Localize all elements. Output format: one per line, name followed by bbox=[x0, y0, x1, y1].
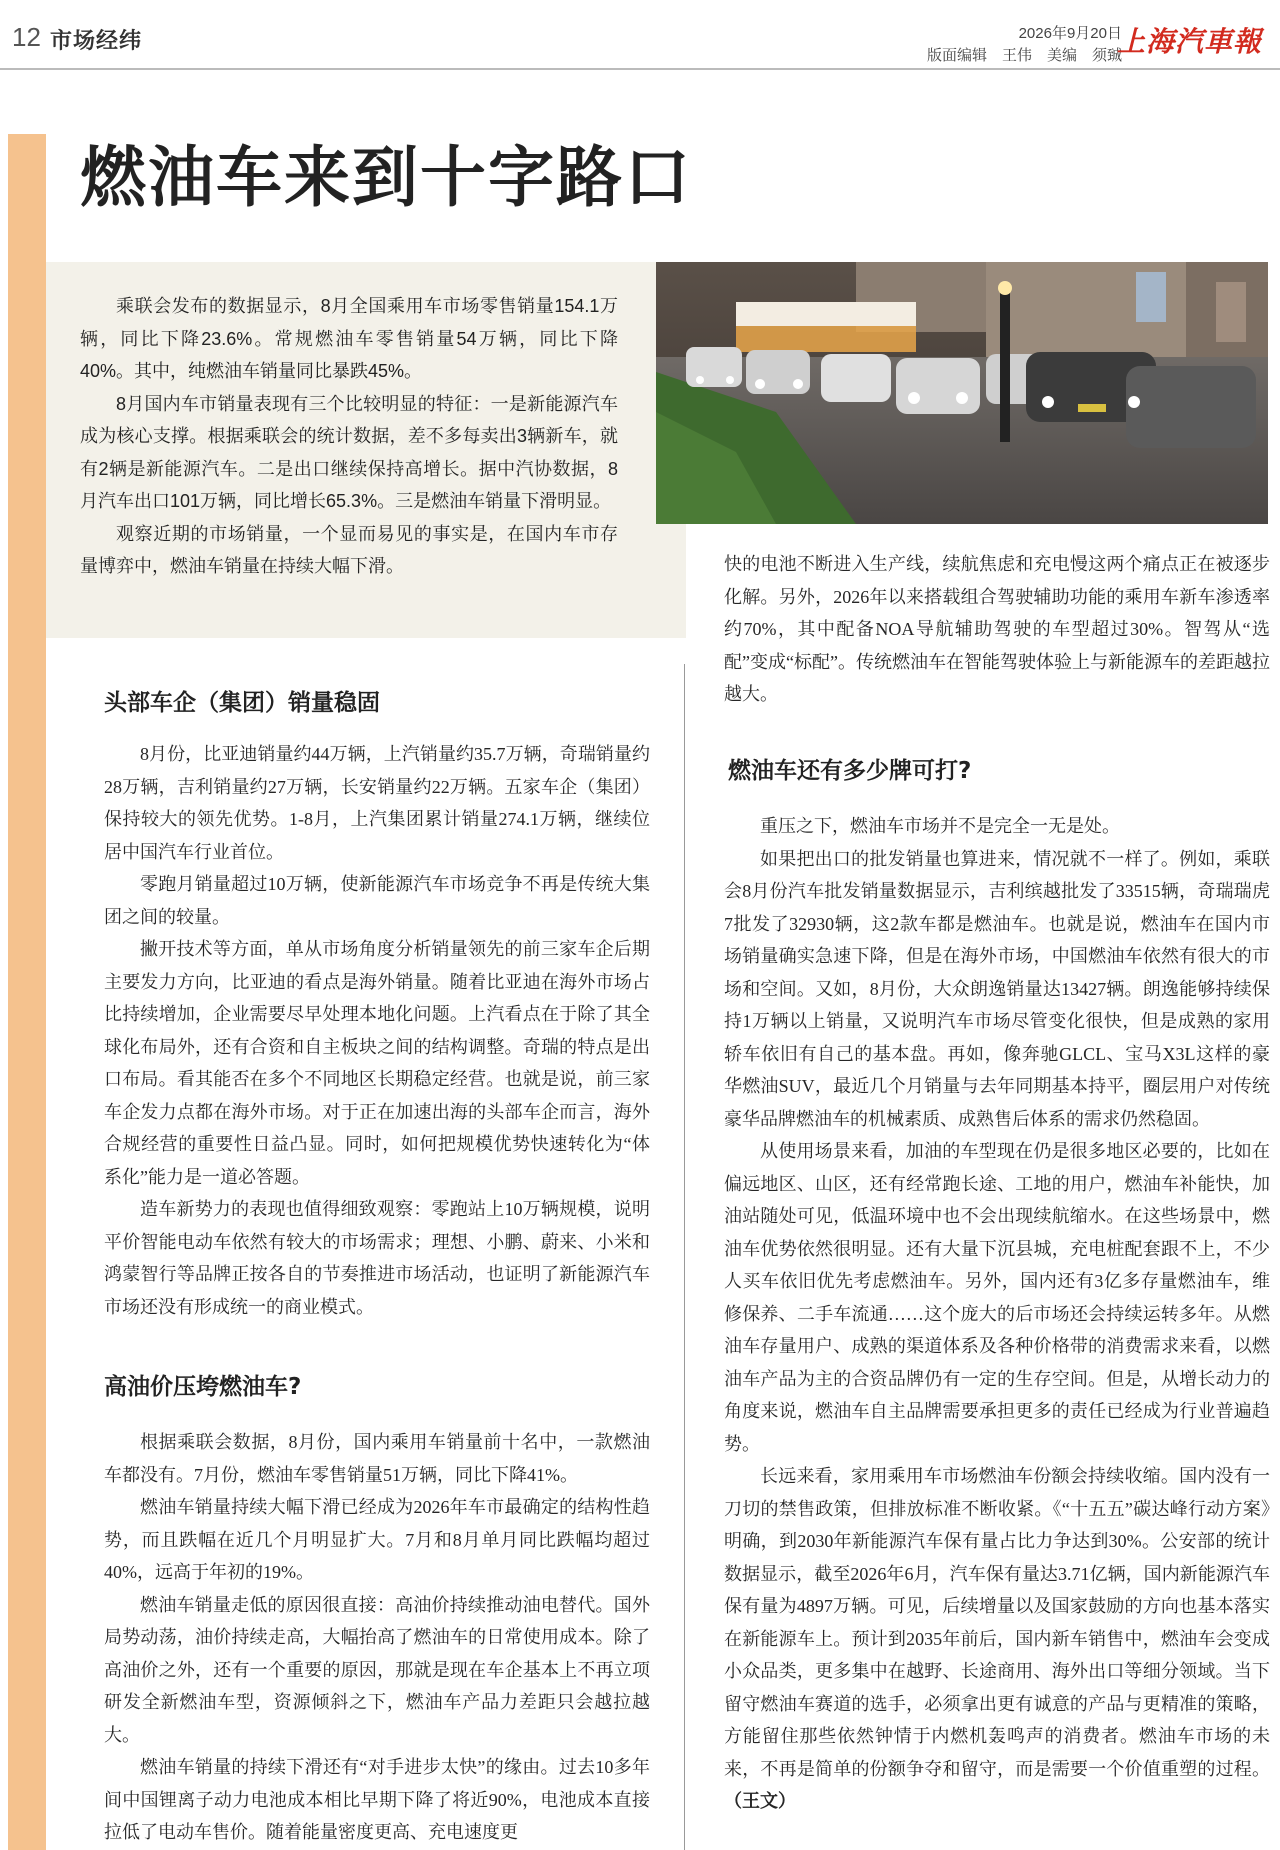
section-heading: 高油价压垮燃油车? bbox=[104, 1374, 302, 1400]
section1-body bbox=[104, 738, 650, 1323]
lead-paragraph: 乘联会发布的数据显示，8月全国乘用车市场零售销量154.1万辆，同比下降23.6%。常规燃油车零售销量54万辆，同比下降40%。其中，纯燃油车销量同比暴跌45%。 bbox=[80, 296, 618, 381]
continuation-text bbox=[724, 548, 1270, 711]
paragraph: 燃油车销量走低的原因很直接：高油价持续推动油电替代。国外局势动荡，油价持续走高，大幅抬高了燃油车的日常使用成本。除了高油价之外，还有一个重要的原因，那就是现在车企基本上不再立项研发全新燃油车型，资源倾斜之下，燃油车产品力差距只会越拉越大。 bbox=[104, 1594, 650, 1745]
paragraph: 撇开技术等方面，单从市场角度分析销量领先的前三家车企后期主要发力方向，比亚迪的看点是海外销量。随着比亚迪在海外市场占比持续增加，企业需要尽早处理本地化问题。上汽看点在于除了其全球化布局外，还有合资和自主板块之间的结构调整。奇瑞的特点是出口布局。看其能否在多个不同地区长期稳定经营。也就是说，前三家车企发力点都在海外市场。对于正在加速出海的头部车企而言，海外合规经营的重要性日益凸显。同时，如何把规模优势快速转化为“体系化”能力是一道必答题。 bbox=[104, 939, 650, 1187]
lead-paragraph: 观察近期的市场销量，一个显而易见的事实是，在国内车市存量博弈中，燃油车销量在持续大幅下滑。 bbox=[80, 523, 618, 576]
paragraph: 根据乘联会数据，8月份，国内乘用车销量前十名中，一款燃油车都没有。7月份，燃油车零售销量51万辆，同比下降41%。 bbox=[104, 1432, 650, 1485]
article-headline: 燃油车来到十字路口 bbox=[80, 139, 692, 216]
issue-date: 2026年9月20日 bbox=[1018, 25, 1122, 42]
paragraph: 8月份，比亚迪销量约44万辆，上汽销量约35.7万辆，奇瑞销量约28万辆，吉利销量约27万辆，长安销量约22万辆。五家车企（集团）保持较大的领先优势。1-8月，上汽集团累计销量274.1万辆，继续位居中国汽车行业首位。 bbox=[104, 744, 650, 862]
paragraph bbox=[724, 1460, 1270, 1818]
lead-text bbox=[80, 290, 618, 583]
paragraph: 快的电池不断进入生产线，续航焦虑和充电慢这两个痛点正在被逐步化解。另外，2026年以来搭载组合驾驶辅助功能的乘用车新车渗透率约70%，其中配备NOA导航辅助驾驶的车型超过30%。智驾从“选配”变成“标配”。传统燃油车在智能驾驶体验上与新能源车的差距越拉越大。 bbox=[724, 554, 1270, 704]
street-cars-photo bbox=[656, 262, 1268, 524]
paragraph: 零跑月销量超过10万辆，使新能源汽车市场竞争不再是传统大集团之间的较量。 bbox=[104, 874, 650, 927]
section-heading: 头部车企（集团）销量稳固 bbox=[104, 690, 380, 716]
paragraph: 从使用场景来看，加油的车型现在仍是很多地区必要的，比如在偏远地区、山区，还有经常跑长途、工地的用户，燃油车补能快，加油站随处可见，低温环境中也不会出现续航缩水。在这些场景中，燃油车优势依然很明显。还有大量下沉县城，充电桩配套跟不上，不少人买车依旧优先考虑燃油车。另外，国内还有3亿多存量燃油车，维修保养、二手车流通……这个庞大的后市场还会持续运转多年。从燃油车存量用户、成熟的渠道体系及各种价格带的消费需求来看，以燃油车产品为主的合资品牌仍有一定的生存空间。但是，从增长动力的角度来说，燃油车自主品牌需要承担更多的责任已经成为行业普遍趋势。 bbox=[724, 1141, 1270, 1454]
section-name: 市场经纬 bbox=[50, 28, 143, 53]
section-heading: 燃油车还有多少牌可打? bbox=[728, 758, 972, 784]
paragraph: 燃油车销量持续大幅下滑已经成为2026年车市最确定的结构性趋势，而且跌幅在近几个月明显扩大。7月和8月单月同比跌幅均超过40%，远高于年初的19%。 bbox=[104, 1497, 650, 1582]
newspaper-masthead-logo: 上海汽車報 bbox=[1116, 25, 1262, 58]
editor-credits: 版面编辑 王伟 美编 须臹 bbox=[926, 47, 1122, 64]
author-signature: （王文） bbox=[724, 1791, 796, 1811]
paragraph: 燃油车销量的持续下滑还有“对手进步太快”的缘由。过去10多年间中国锂离子动力电池成本相比早期下降了将近90%，电池成本直接拉低了电动车售价。随着能量密度更高、充电速度更 bbox=[104, 1757, 650, 1842]
header-rule bbox=[0, 68, 1280, 70]
accent-bar bbox=[8, 134, 46, 1850]
section2-body bbox=[104, 1426, 650, 1849]
page-number: 12 bbox=[12, 22, 41, 52]
section3-body bbox=[724, 810, 1270, 1818]
paragraph: 如果把出口的批发销量也算进来，情况就不一样了。例如，乘联会8月份汽车批发销量数据显示，吉利缤越批发了33515辆，奇瑞瑞虎7批发了32930辆，这2款车都是燃油车。也就是说，燃油车在国内市场销量确实急速下降，但是在海外市场，中国燃油车依然有很大的市场和空间。又如，8月份，大众朗逸销量达13427辆。朗逸能够持续保持1万辆以上销量，又说明汽车市场尽管变化很快，但是成熟的家用轿车依旧有自己的基本盘。再如，像奔驰GLCL、宝马X3L这样的豪华燃油SUV，最近几个月销量与去年同期基本持平，圈层用户对传统豪华品牌燃油车的机械素质、成熟售后体系的需求仍然稳固。 bbox=[724, 848, 1270, 1129]
column-divider bbox=[684, 664, 685, 1850]
lead-paragraph: 8月国内车市销量表现有三个比较明显的特征：一是新能源汽车成为核心支撑。根据乘联会的统计数据，差不多每卖出3辆新车，就有2辆是新能源汽车。二是出口继续保持高增长。据中汽协数据，8月汽车出口101万辆，同比增长65.3%。三是燃油车销量下滑明显。 bbox=[80, 393, 618, 511]
paragraph-text: 长远来看，家用乘用车市场燃油车份额会持续收缩。国内没有一刀切的禁售政策，但排放标准不断收紧。《“十五五”碳达峰行动方案》明确，到2030年新能源汽车保有量占比力争达到30%。公安部的统计数据显示，截至2026年6月，汽车保有量达3.71亿辆，国内新能源汽车保有量为4897万辆。可见，后续增量以及国家鼓励的方向也基本落实在新能源车上。预计到2035年前后，国内新车销售中，燃油车会变成小众品类，更多集中在越野、长途商用、海外出口等细分领域。当下留守燃油车赛道的选手，必须拿出更有诚意的产品与更精准的策略，方能留住那些依然钟情于内燃机轰鸣声的消费者。燃油车市场的未来，不再是简单的份额争夺和留守，而是需要一个价值重塑的过程。 bbox=[724, 1466, 1270, 1779]
paragraph: 重压之下，燃油车市场并不是完全一无是处。 bbox=[760, 816, 1120, 836]
paragraph: 造车新势力的表现也值得细致观察：零跑站上10万辆规模，说明平价智能电动车依然有较大的市场需求；理想、小鹏、蔚来、小米和鸿蒙智行等品牌正按各自的节奏推进市场活动，也证明了新能源汽车市场还没有形成统一的商业模式。 bbox=[104, 1199, 650, 1317]
